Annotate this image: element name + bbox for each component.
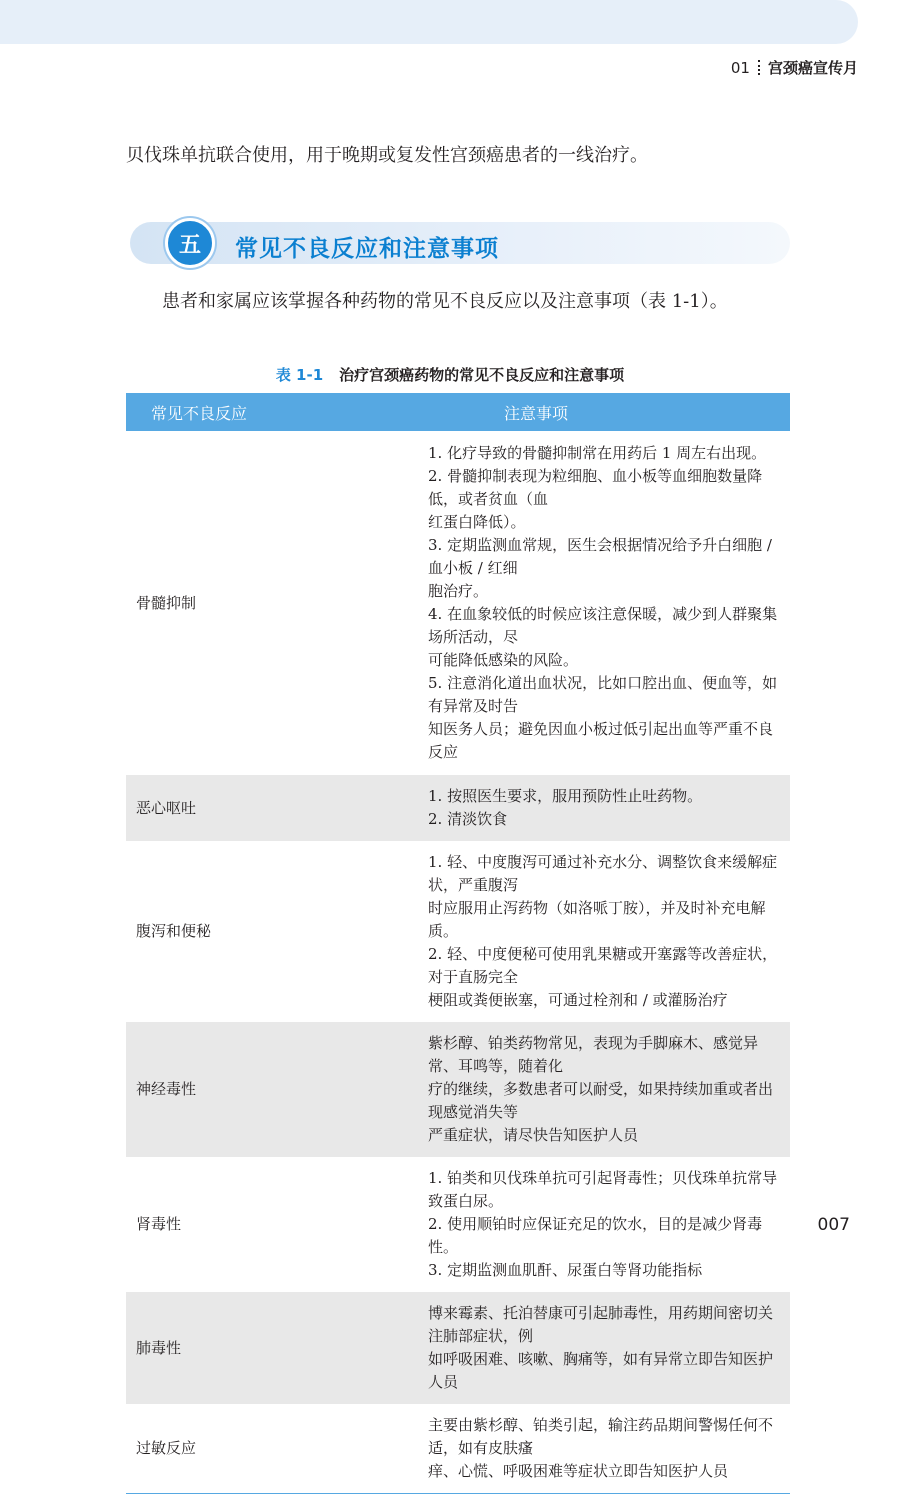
table-row (126, 775, 790, 841)
section-paragraph: 患者和家属应该掌握各种药物的常见不良反应以及注意事项（表 1-1）。 (162, 291, 728, 312)
precaution-line: 1. 化疗导致的骨髓抑制常在用药后 1 周左右出现。 (428, 444, 767, 462)
reaction-name: 恶心呕吐 (126, 775, 272, 841)
precaution-line: 红蛋白降低）。 (428, 513, 526, 531)
precaution-line: 1. 铂类和贝伐珠单抗可引起肾毒性；贝伐珠单抗常导致蛋白尿。 (428, 1169, 778, 1210)
table-caption (0, 364, 900, 385)
precaution-cell (272, 1404, 790, 1494)
precaution-line: 主要由紫杉醇、铂类引起，输注药品期间警惕任何不适，如有皮肤瘙 (428, 1416, 774, 1457)
chapter-number: 01 (730, 58, 750, 77)
precaution-line: 2. 使用顺铂时应保证充足的饮水，目的是减少肾毒性。 (428, 1215, 763, 1256)
precaution-line: 2. 清淡饮食 (428, 810, 508, 828)
table-caption-number: 表 1-1 (275, 366, 324, 384)
table-row (126, 1292, 790, 1404)
table-caption-title: 治疗宫颈癌药物的常见不良反应和注意事项 (339, 366, 625, 384)
precaution-line: 2. 轻、中度便秘可使用乳果糖或开塞露等改善症状，对于直肠完全 (428, 945, 778, 986)
precaution-cell (272, 1157, 790, 1292)
reaction-name: 腹泻和便秘 (136, 922, 212, 940)
precaution-line: 紫杉醇、铂类药物常见，表现为手脚麻木、感觉异常、耳鸣等，随着化 (428, 1034, 759, 1075)
precaution-cell (272, 1022, 790, 1157)
table-row (126, 1404, 790, 1494)
precaution-line: 5. 注意消化道出血状况，比如口腔出血、便血等，如有异常及时告 (428, 674, 778, 715)
precaution-line: 1. 按照医生要求，服用预防性止吐药物。 (428, 787, 703, 805)
reaction-name: 神经毒性 (126, 1022, 272, 1157)
column-header-reaction: 常见不良反应 (126, 393, 272, 431)
precaution-line: 可能降低感染的风险。 (428, 651, 579, 669)
table-row (126, 841, 790, 1022)
header-band (0, 0, 858, 44)
precaution-line: 胞治疗。 (428, 582, 489, 600)
precaution-line: 严重症状，请尽快告知医护人员 (428, 1126, 639, 1144)
precaution-line: 痒、心慌、呼吸困难等症状立即告知医护人员 (428, 1462, 729, 1480)
reaction-name: 肺毒性 (126, 1292, 272, 1404)
precaution-cell (272, 775, 790, 841)
precaution-cell (272, 431, 790, 775)
precaution-line: 2. 骨髓抑制表现为粒细胞、血小板等血细胞数量降低，或者贫血（血 (428, 467, 763, 508)
precaution-line: 知医务人员；避免因血小板过低引起出血等严重不良反应 (428, 720, 774, 761)
section-title: 常见不良反应和注意事项 (235, 236, 499, 262)
precaution-cell (272, 1292, 790, 1404)
precaution-line: 博来霉素、托泊替康可引起肺毒性，用药期间密切关注肺部症状，例 (428, 1304, 774, 1345)
precaution-line: 4. 在血象较低的时候应该注意保暖，减少到人群聚集场所活动，尽 (428, 605, 778, 646)
reaction-name: 骨髓抑制 (136, 593, 197, 612)
column-header-precautions: 注意事项 (272, 393, 790, 431)
precaution-line: 时应服用止泻药物（如洛哌丁胺），并及时补充电解质。 (428, 899, 766, 940)
precaution-line: 3. 定期监测血常规，医生会根据情况给予升白细胞 / 血小板 / 红细 (428, 536, 772, 577)
intro-paragraph: 贝伐珠单抗联合使用，用于晚期或复发性宫颈癌患者的一线治疗。 (126, 145, 648, 166)
running-head (731, 57, 858, 78)
adverse-reactions-table (126, 393, 790, 1494)
precaution-line: 3. 定期监测血肌酐、尿蛋白等肾功能指标 (428, 1261, 703, 1279)
table-row (126, 1022, 790, 1157)
precaution-line: 疗的继续，多数患者可以耐受，如果持续加重或者出现感觉消失等 (428, 1080, 774, 1121)
table-row (126, 431, 790, 775)
precaution-line: 1. 轻、中度腹泻可通过补充水分、调整饮食来缓解症状，严重腹泻 (428, 853, 778, 894)
reaction-name: 肾毒性 (136, 1215, 182, 1233)
reaction-name: 过敏反应 (126, 1404, 272, 1494)
table-header-row (126, 393, 790, 431)
chapter-title: 宫颈癌宣传月 (767, 59, 858, 77)
precaution-line: 梗阻或粪便嵌塞，可通过栓剂和 / 或灌肠治疗 (428, 991, 728, 1009)
section-number-badge: 五 (165, 218, 215, 268)
table-row (126, 1157, 790, 1292)
running-head-separator (754, 60, 764, 75)
page-number: 007 (817, 1215, 850, 1235)
precaution-cell (272, 841, 790, 1022)
precaution-line: 如呼吸困难、咳嗽、胸痛等，如有异常立即告知医护人员 (428, 1350, 774, 1391)
